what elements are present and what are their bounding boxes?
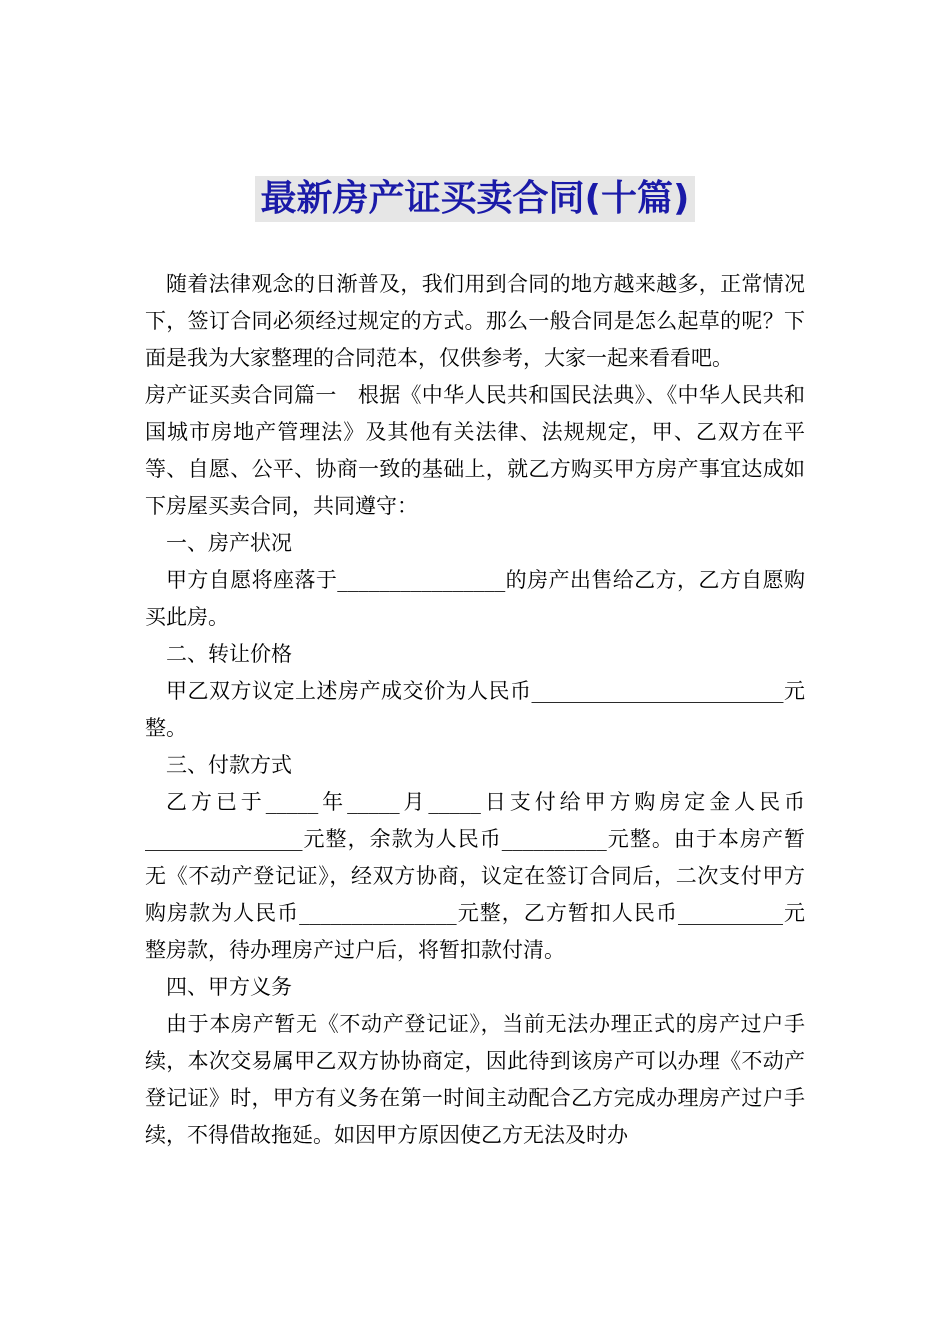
section-heading: 三、付款方式 (166, 753, 292, 777)
document-title: 最新房产证买卖合同(十篇) (255, 176, 696, 222)
section-text: 甲方自愿将座落于________________的房产出售给乙方，乙方自愿购买此房。 (145, 568, 805, 629)
section-heading: 四、甲方义务 (166, 975, 292, 999)
section-text: 甲乙双方议定上述房产成交价为人民币________________________元整。 (145, 679, 805, 740)
section-text: 乙方已于_____年_____月_____日支付给甲方购房定金人民币_______________元整，余款为人民币__________元整。由于本房产暂无《不动产登记证》，经双方协商，议定在签订合同后，二次支付甲方购房款为人民币_______________元整，乙方暂扣人民币__________元整房款，待办理房产过户后，将暂扣款付清。 (145, 790, 805, 962)
section-heading: 二、转让价格 (166, 642, 292, 666)
section-heading: 一、房产状况 (166, 531, 292, 555)
title-container (0, 176, 950, 222)
section-text: 由于本房产暂无《不动产登记证》，当前无法办理正式的房产过户手续，本次交易属甲乙双方协协商定，因此待到该房产可以办理《不动产登记证》时，甲方有义务在第一时间主动配合乙方完成办理房产过户手续，不得借故拖延。如因甲方原因使乙方无法及时办 (145, 1012, 805, 1147)
chapter-intro-paragraph: 房产证买卖合同篇一 根据《中华人民共和国民法典》、《中华人民共和国城市房地产管理法》及其他有关法律、法规规定，甲、乙双方在平等、自愿、公平、协商一致的基础上，就乙方购买甲方房产事宜达成如下房屋买卖合同，共同遵守： (145, 383, 805, 518)
intro-paragraph: 随着法律观念的日渐普及，我们用到合同的地方越来越多，正常情况下，签订合同必须经过规定的方式。那么一般合同是怎么起草的呢？下面是我为大家整理的合同范本，仅供参考，大家一起来看看吧。 (145, 272, 805, 370)
document-body (145, 266, 805, 1154)
